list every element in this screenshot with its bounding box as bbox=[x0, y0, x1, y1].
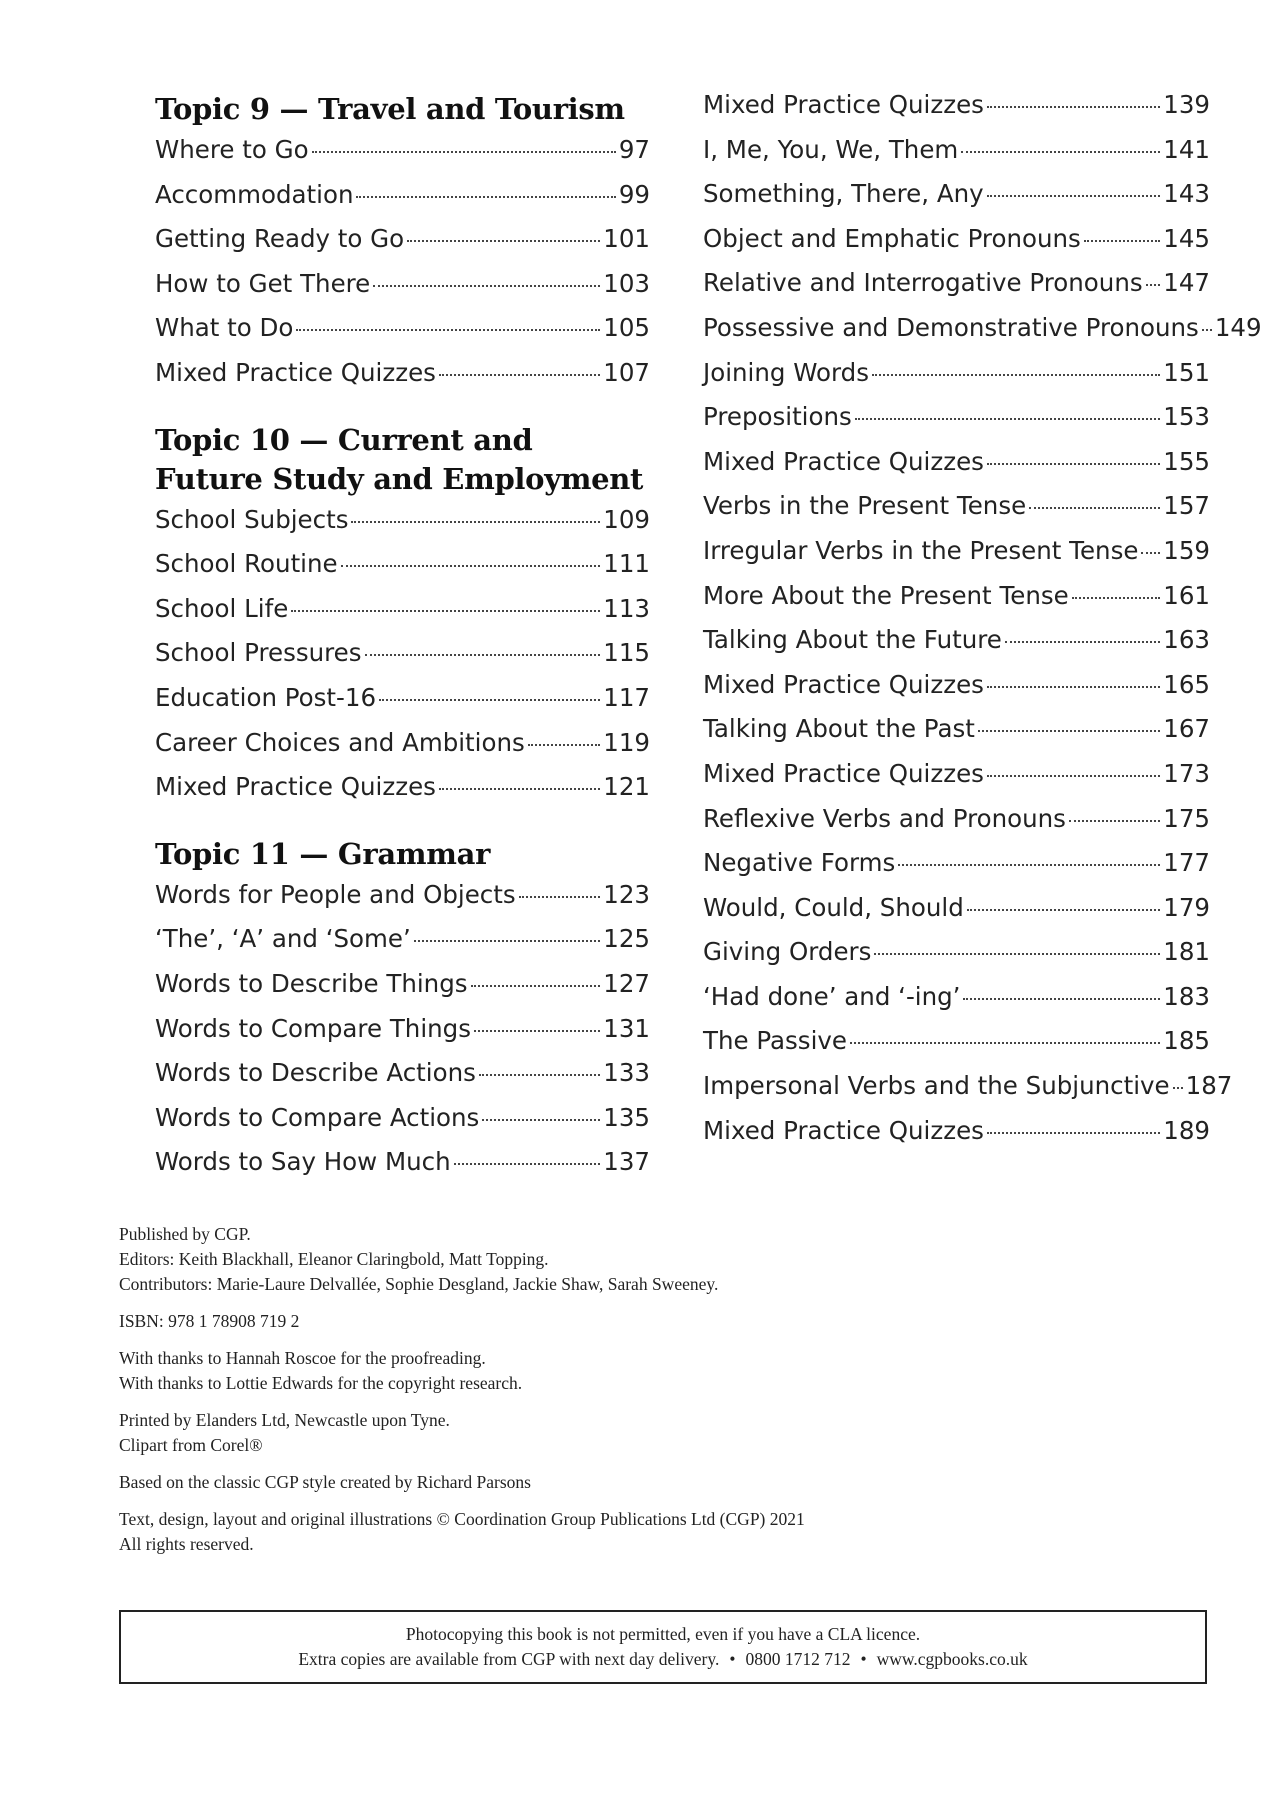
toc-entry-title: Joining Words bbox=[703, 357, 869, 387]
dot-leader bbox=[874, 953, 1160, 955]
printer-block bbox=[119, 1408, 1119, 1458]
toc-entry-title: Mixed Practice Quizzes bbox=[703, 446, 984, 476]
toc-entry-title: Words to Compare Actions bbox=[155, 1102, 480, 1132]
toc-entry-title: Talking About the Future bbox=[703, 625, 1002, 655]
toc-entry-title: ‘Had done’ and ‘-ing’ bbox=[703, 981, 961, 1011]
dot-leader bbox=[341, 565, 601, 567]
printed-by: Printed by Elanders Ltd, Newcastle upon Tyne. bbox=[119, 1410, 450, 1430]
toc-entry-page: 157 bbox=[1163, 491, 1210, 521]
toc-entry-page: 177 bbox=[1163, 848, 1210, 878]
toc-entry[interactable] bbox=[155, 728, 650, 773]
thanks-block bbox=[119, 1346, 1119, 1396]
toc-entry-title: Words to Describe Actions bbox=[155, 1058, 476, 1088]
topic-9-heading: Topic 9 — Travel and Tourism bbox=[155, 92, 625, 126]
toc-entry[interactable] bbox=[703, 937, 1210, 982]
dot-leader bbox=[439, 374, 600, 376]
dot-leader bbox=[978, 730, 1160, 732]
toc-entry-page: 97 bbox=[618, 135, 650, 164]
publisher-block bbox=[119, 1222, 1119, 1297]
toc-entry-page: 119 bbox=[603, 727, 650, 757]
extra-copies-text: Extra copies are available from CGP with next day delivery. bbox=[298, 1649, 720, 1669]
dot-leader bbox=[414, 940, 600, 942]
topic-10-heading bbox=[155, 421, 650, 499]
toc-entry-title: Reflexive Verbs and Pronouns bbox=[703, 803, 1066, 833]
toc-entry[interactable] bbox=[155, 313, 650, 358]
toc-entry-page: 109 bbox=[603, 504, 650, 534]
toc-entry-page: 127 bbox=[603, 968, 650, 998]
toc-entry[interactable] bbox=[703, 804, 1210, 849]
toc-entry-page: 111 bbox=[603, 549, 650, 579]
toc-entry-title: Words for People and Objects bbox=[155, 879, 516, 909]
toc-entry-page: 149 bbox=[1214, 312, 1262, 342]
toc-entry-page: 139 bbox=[1163, 90, 1210, 119]
toc-entry[interactable] bbox=[703, 312, 1262, 358]
dot-leader bbox=[471, 985, 601, 987]
dot-leader bbox=[855, 418, 1160, 420]
dot-leader bbox=[987, 775, 1160, 777]
toc-entry[interactable] bbox=[703, 491, 1210, 536]
toc-entry-page: 147 bbox=[1163, 268, 1210, 298]
dot-leader bbox=[454, 1163, 601, 1165]
dot-leader bbox=[961, 151, 1160, 153]
rights-reserved: All rights reserved. bbox=[119, 1534, 254, 1554]
toc-entry-page: 141 bbox=[1163, 134, 1210, 164]
toc-entry-title: School Routine bbox=[155, 549, 338, 579]
dot-leader bbox=[1084, 240, 1160, 242]
toc-entry-title: Mixed Practice Quizzes bbox=[703, 90, 984, 119]
right-column bbox=[703, 90, 1262, 1160]
photocopy-notice-box bbox=[119, 1610, 1207, 1684]
dot-leader bbox=[1202, 329, 1212, 331]
dot-leader bbox=[1005, 641, 1160, 643]
dot-leader bbox=[872, 374, 1160, 376]
toc-entry-page: 133 bbox=[603, 1058, 650, 1088]
toc-entry-title: Accommodation bbox=[155, 179, 354, 209]
toc-entry[interactable] bbox=[155, 638, 650, 683]
toc-entry-page: 151 bbox=[1163, 357, 1210, 387]
toc-entry-page: 113 bbox=[603, 593, 650, 623]
toc-entry[interactable] bbox=[155, 135, 650, 180]
toc-entry-title: I, Me, You, We, Them bbox=[703, 134, 959, 164]
photocopy-warning: Photocopying this book is not permitted, even if you have a CLA licence. bbox=[405, 1624, 921, 1644]
thanks-proofreading: With thanks to Hannah Roscoe for the proofreading. bbox=[119, 1348, 486, 1368]
topic-11-heading: Topic 11 — Grammar bbox=[155, 836, 491, 871]
toc-entry-page: 165 bbox=[1163, 669, 1210, 699]
dot-leader bbox=[1069, 820, 1160, 822]
dot-leader bbox=[1141, 552, 1160, 554]
toc-entry-title: Object and Emphatic Pronouns bbox=[703, 223, 1081, 253]
toc-entry[interactable] bbox=[703, 224, 1210, 269]
dot-leader bbox=[379, 699, 600, 701]
toc-entry[interactable] bbox=[703, 402, 1210, 447]
contributors: Contributors: Marie-Laure Delvallée, Sophie Desgland, Jackie Shaw, Sarah Sweeney. bbox=[119, 1274, 719, 1294]
toc-entry-title: Mixed Practice Quizzes bbox=[155, 772, 436, 802]
toc-entry-title: Prepositions bbox=[703, 402, 852, 432]
toc-entry-title: School Life bbox=[155, 593, 289, 623]
toc-entry-title: Would, Could, Should bbox=[703, 892, 964, 922]
phone-number: 0800 1712 712 bbox=[745, 1649, 851, 1669]
toc-entry-page: 103 bbox=[603, 268, 650, 298]
toc-entry-page: 143 bbox=[1163, 179, 1210, 209]
dot-leader bbox=[474, 1030, 600, 1032]
toc-entry-title: Mixed Practice Quizzes bbox=[703, 1115, 984, 1145]
toc-entry-title: Something, There, Any bbox=[703, 179, 984, 209]
toc-entry-page: 145 bbox=[1163, 223, 1210, 253]
dot-leader bbox=[407, 240, 600, 242]
toc-entry[interactable] bbox=[703, 759, 1210, 804]
toc-entry-title: ‘The’, ‘A’ and ‘Some’ bbox=[155, 924, 411, 954]
toc-entry-title: What to Do bbox=[155, 313, 294, 343]
dot-leader bbox=[439, 788, 600, 790]
toc-entry-title: Getting Ready to Go bbox=[155, 224, 405, 254]
toc-entry-page: 137 bbox=[603, 1147, 650, 1177]
toc-entry-title: The Passive bbox=[703, 1026, 847, 1056]
toc-entry[interactable] bbox=[155, 358, 650, 403]
dot-leader bbox=[373, 285, 600, 287]
toc-entry-page: 135 bbox=[603, 1102, 650, 1132]
toc-entry-title: Negative Forms bbox=[703, 848, 896, 878]
toc-entry[interactable] bbox=[155, 1147, 650, 1192]
dot-leader bbox=[351, 521, 600, 523]
isbn: ISBN: 978 1 78908 719 2 bbox=[119, 1311, 300, 1331]
toc-entry-page: 99 bbox=[618, 179, 650, 209]
toc-entry[interactable] bbox=[703, 714, 1210, 759]
toc-entry-page: 153 bbox=[1163, 402, 1210, 432]
toc-entry[interactable] bbox=[703, 447, 1210, 492]
toc-entry[interactable] bbox=[703, 135, 1210, 180]
dot-leader bbox=[356, 196, 615, 198]
dot-leader bbox=[291, 610, 600, 612]
extra-copies-line bbox=[121, 1647, 1205, 1672]
dot-leader bbox=[365, 654, 601, 656]
dot-leader bbox=[1029, 507, 1160, 509]
toc-entry[interactable] bbox=[155, 505, 650, 550]
toc-entry-page: 167 bbox=[1163, 714, 1210, 744]
toc-entry-title: Giving Orders bbox=[703, 937, 872, 967]
toc-entry[interactable] bbox=[703, 90, 1210, 135]
toc-entry[interactable] bbox=[703, 1116, 1210, 1161]
editors: Editors: Keith Blackhall, Eleanor Claringbold, Matt Topping. bbox=[119, 1249, 549, 1269]
bullet-separator: • bbox=[860, 1649, 867, 1669]
dot-leader bbox=[1146, 284, 1161, 286]
toc-entry-page: 159 bbox=[1163, 535, 1210, 565]
toc-entry[interactable] bbox=[155, 594, 650, 639]
dot-leader bbox=[1173, 1087, 1183, 1089]
toc-entry[interactable] bbox=[155, 772, 650, 817]
dot-leader bbox=[987, 686, 1160, 688]
toc-entry-title: School Pressures bbox=[155, 638, 362, 668]
toc-entry[interactable] bbox=[703, 1071, 1233, 1116]
toc-entry-title: Mixed Practice Quizzes bbox=[703, 758, 984, 788]
toc-entry[interactable] bbox=[155, 180, 650, 225]
dot-leader bbox=[987, 1132, 1160, 1134]
toc-entry-title: Where to Go bbox=[155, 135, 309, 164]
toc-entry[interactable] bbox=[703, 179, 1210, 224]
toc-entry-title: Irregular Verbs in the Present Tense bbox=[703, 535, 1139, 565]
toc-entry-page: 117 bbox=[603, 682, 650, 712]
toc-entry-title: Verbs in the Present Tense bbox=[703, 491, 1027, 521]
toc-entry-page: 187 bbox=[1185, 1071, 1233, 1101]
toc-entry[interactable] bbox=[155, 1014, 650, 1059]
dot-leader bbox=[987, 195, 1161, 197]
toc-entry-title: How to Get There bbox=[155, 268, 371, 298]
toc-entry[interactable] bbox=[155, 1058, 650, 1103]
toc-entry[interactable] bbox=[703, 1026, 1210, 1071]
toc-entry[interactable] bbox=[703, 268, 1210, 313]
toc-entry-page: 155 bbox=[1163, 446, 1210, 476]
toc-entry-title: Words to Say How Much bbox=[155, 1147, 451, 1177]
dot-leader bbox=[967, 909, 1160, 911]
toc-entry-page: 163 bbox=[1163, 625, 1210, 655]
toc-entry[interactable] bbox=[703, 358, 1210, 403]
toc-entry[interactable] bbox=[155, 683, 650, 728]
dot-leader bbox=[1072, 597, 1161, 599]
copyright-notice: Text, design, layout and original illustrations © Coordination Group Publications Ltd (CGP) 2021 bbox=[119, 1509, 805, 1529]
dot-leader bbox=[987, 106, 1160, 108]
toc-entry[interactable] bbox=[155, 1103, 650, 1148]
toc-entry[interactable] bbox=[155, 269, 650, 314]
toc-entry-title: Relative and Interrogative Pronouns bbox=[703, 268, 1143, 298]
toc-entry-page: 131 bbox=[603, 1013, 650, 1043]
thanks-copyright: With thanks to Lottie Edwards for the copyright research. bbox=[119, 1373, 523, 1393]
toc-entry[interactable] bbox=[703, 625, 1210, 670]
dot-leader bbox=[479, 1074, 600, 1076]
toc-entry[interactable] bbox=[703, 581, 1210, 626]
publication-credits bbox=[119, 1222, 1119, 1569]
dot-leader bbox=[296, 329, 600, 331]
topic-11-block bbox=[155, 835, 650, 1192]
toc-entry-page: 175 bbox=[1163, 803, 1210, 833]
toc-entry[interactable] bbox=[155, 549, 650, 594]
bullet-separator: • bbox=[729, 1649, 736, 1669]
clipart-credit: Clipart from Corel® bbox=[119, 1435, 263, 1455]
toc-entry-title: Career Choices and Ambitions bbox=[155, 727, 525, 757]
topic-9-block bbox=[155, 90, 650, 403]
toc-entry-title: Words to Compare Things bbox=[155, 1013, 471, 1043]
dot-leader bbox=[850, 1042, 1160, 1044]
dot-leader bbox=[963, 998, 1160, 1000]
toc-entry[interactable] bbox=[155, 969, 650, 1014]
dot-leader bbox=[519, 896, 601, 898]
style-credit: Based on the classic CGP style created by Richard Parsons bbox=[119, 1472, 531, 1492]
copyright-block bbox=[119, 1507, 1119, 1557]
toc-entry-title: Possessive and Demonstrative Pronouns bbox=[703, 312, 1199, 342]
toc-entry-title: Words to Describe Things bbox=[155, 968, 468, 998]
toc-entry[interactable] bbox=[703, 893, 1210, 938]
toc-entry-page: 121 bbox=[603, 772, 650, 802]
dot-leader bbox=[898, 864, 1160, 866]
toc-entry-title: Impersonal Verbs and the Subjunctive bbox=[703, 1071, 1170, 1101]
toc-entry-title: Education Post-16 bbox=[155, 682, 377, 712]
toc-entry-page: 125 bbox=[603, 924, 650, 954]
toc-entry-title: More About the Present Tense bbox=[703, 580, 1069, 610]
toc-entry[interactable] bbox=[703, 670, 1210, 715]
dot-leader bbox=[987, 463, 1160, 465]
toc-entry-page: 115 bbox=[603, 638, 650, 668]
toc-entry-page: 185 bbox=[1163, 1026, 1210, 1056]
toc-entry[interactable] bbox=[155, 880, 650, 925]
toc-entry-page: 181 bbox=[1163, 937, 1210, 967]
topic-10-heading-line1: Topic 10 — Current and bbox=[155, 422, 533, 457]
toc-entry[interactable] bbox=[155, 224, 650, 269]
topic-10-block bbox=[155, 421, 650, 817]
toc-entry[interactable] bbox=[703, 982, 1210, 1027]
toc-entry[interactable] bbox=[703, 848, 1210, 893]
toc-entry-title: Talking About the Past bbox=[703, 714, 975, 744]
toc-entry-page: 123 bbox=[603, 879, 650, 909]
toc-entry-title: Mixed Practice Quizzes bbox=[155, 357, 436, 387]
published-by: Published by CGP. bbox=[119, 1224, 251, 1244]
toc-entry-page: 161 bbox=[1163, 580, 1210, 610]
toc-entry[interactable] bbox=[155, 924, 650, 969]
dot-leader bbox=[528, 744, 600, 746]
toc-entry-page: 173 bbox=[1163, 758, 1210, 788]
toc-entry-page: 101 bbox=[603, 224, 650, 254]
left-column bbox=[155, 90, 650, 1192]
toc-entry-title: Mixed Practice Quizzes bbox=[703, 669, 984, 699]
toc-entry-page: 179 bbox=[1163, 892, 1210, 922]
toc-entry-page: 107 bbox=[603, 357, 650, 387]
toc-entry-page: 105 bbox=[603, 313, 650, 343]
topic-10-heading-line2: Future Study and Employment bbox=[155, 461, 644, 496]
website-link[interactable]: www.cgpbooks.co.uk bbox=[876, 1649, 1028, 1669]
dot-leader bbox=[312, 151, 616, 153]
toc-entry-page: 189 bbox=[1163, 1115, 1210, 1145]
toc-entry[interactable] bbox=[703, 536, 1210, 581]
toc-entry-page: 183 bbox=[1163, 981, 1210, 1011]
dot-leader bbox=[482, 1119, 600, 1121]
toc-entry-title: School Subjects bbox=[155, 504, 349, 534]
